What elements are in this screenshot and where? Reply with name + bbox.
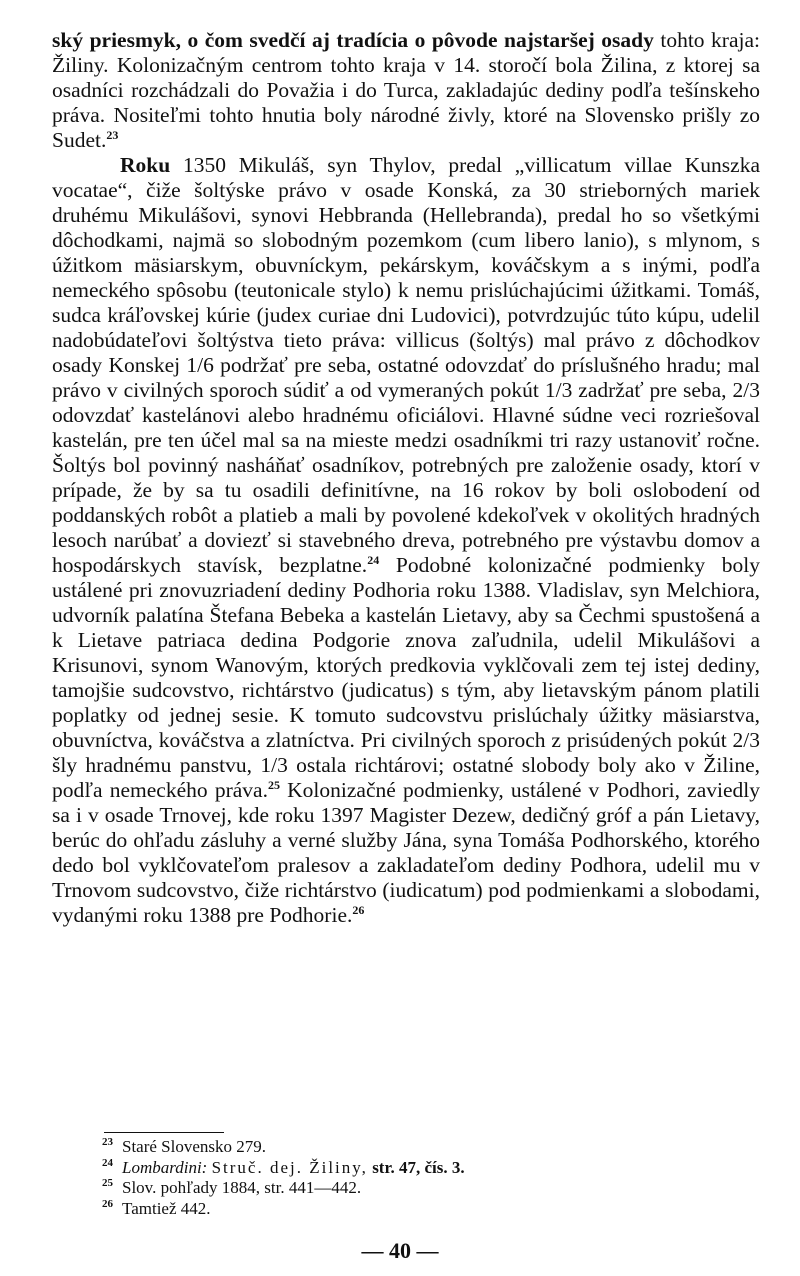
footnote-reference: str. 47, čís. 3.: [372, 1157, 465, 1177]
paragraph-lead: Roku: [120, 153, 171, 177]
footnotes: [52, 1132, 760, 1219]
footnote-list: [52, 1137, 760, 1219]
footnote-text: Staré Slovensko 279.: [122, 1137, 267, 1156]
paragraph-lead: ský priesmyk, o čom svedčí aj tradícia o pôvode najstaršej osady: [52, 28, 654, 52]
footnote-marker: 23: [106, 127, 119, 142]
footnote: 24 Lombardini: Struč. dej. Žiliny, str. 47, čís. 3.: [102, 1156, 465, 1177]
paragraph-text: 1350 Mikuláš, syn Thylov, predal „villicatum villae Kunszka vocatae“, čiže šoltýske právo v osade Konská, za 30 strieborných mariek druhému Mikulášovi, synovi Hebbranda (Hellebranda), predal ho so všetkými dôchodkami, najmä so slobodným pozemkom (cum libero lanio), s mlynom, s úžitkom mäsiarskym, obuvníckym, pekárskym, kováčskym a s inými, podľa nemeckého spôsobu (teutonicale stylo) k nemu prislúchajúcimi úžitkami. Tomáš, sudca kráľovskej kúrie (judex curiae dni Ludovici), potvrdzujúc túto kúpu, udelil nadobúdateľovi šoltýstva tieto práva: villicus (šoltýs) mal právo z dôchodkov osady Konskej 1/6 podržať pre seba, ostatné odovzdať do príslušného hradu; mal právo v civilných sporoch súdiť a od vymeraných pokút 1/3 zadržať pre seba, 2/3 odovzdať kastelánovi alebo hradnému oficiálovi. Hlavné súdne veci rozriešoval kastelán, pre ten účel mal sa na mieste medzi osadníkmi tri razy ustanoviť ročne. Šoltýs bol povinný nasháňať osadníkov, potrebných pre založenie osady, ktorí v prípade, že by sa tu osadili definitívne, na 16 rokov by boli oslobodení od poddanských robôt a platieb a mali by povolené kdekoľvek v okolitých hradných lesoch narúbať a doviezť si stavebného dreva, potrebného pre výstavbu domov a hospodárskych stavísk, bezplatne.: [52, 153, 760, 577]
footnote-text: Tamtiež 442.: [122, 1198, 211, 1218]
footnote-marker: 25: [267, 777, 280, 792]
footnote-title: Struč. dej. Žiliny,: [211, 1157, 368, 1177]
footnote-text: Slov. pohľady 1884, str. 441—442.: [122, 1178, 362, 1197]
paragraph-text: tohto kraja: Žiliny. Kolonizačným centrom tohto kraja v 14. storočí bola Žilina, z ktorej sa osadníci rozchádzali do Považia i do Turca, zakladajúc dediny podľa tešínskeho práva. Nositeľmi tohto hnutia boly národné živly, ktoré na Slovensko prišly zo Sudet.: [52, 28, 760, 152]
paragraph-text: Podobné kolonizačné podmienky boly ustálené pri znovuzriadení dediny Podhoria roku 1388. Vladislav, syn Melchiora, udvorník palatína Štefana Bebeka a kastelán Lietavy, aby sa Čechmi spustošená a k Lietave patriaca dedina Podgorie znova zaľudnila, udelil Mikulášovi a Krisunovi, synom Wanovým, ktorých predkovia vyklčovali zem tej istej dediny, tamojšie sudcovstvo, richtárstvo (judicatus) s tým, aby lietavským pánom platili poplatky od jednej sesie. K tomuto sudcovstvu prislúchaly úžitky mäsiarstva, obuvníctva, kováčstva a zlatníctva. Pri civilných sporoch z prisúdených pokút 2/3 šly hradnému panstvu, 1/3 ostala richtárovi; ostatné slobody boly ako v Žiline, podľa nemeckého práva.: [52, 553, 760, 802]
footnote: 25 Slov. pohľady 1884, str. 441—442.: [102, 1177, 362, 1197]
main-text: [52, 28, 760, 928]
paragraph: [52, 153, 760, 928]
footnote-marker: 26: [352, 902, 365, 917]
footnote: 26 Tamtiež 442.: [102, 1197, 211, 1218]
footnote-divider: [104, 1132, 224, 1133]
footnote-marker: 24: [367, 552, 380, 567]
paragraph-text: Kolonizačné podmienky, ustálené v Podhori, zaviedly sa i v osade Trnovej, kde roku 1397 Magister Dezew, dedičný gróf a pán Lietavy, berúc do ohľadu zásluhy a verné služby Jána, syna Tomáša Podhorského, ktorého dedo bol vyklčovateľom pralesov a zakladateľom dediny Podhora, udelil mu v Trnovom sudcovstvo, čiže richtárstvo (iudicatum) pod podmienkami a slobodami, vydanými roku 1388 pre Podhorie.: [52, 778, 760, 927]
page-number: — 40 —: [361, 1238, 439, 1263]
footnote: 23 Staré Slovensko 279.: [102, 1136, 267, 1156]
footnote-author: Lombardini:: [122, 1157, 208, 1177]
paragraph: [52, 28, 760, 153]
